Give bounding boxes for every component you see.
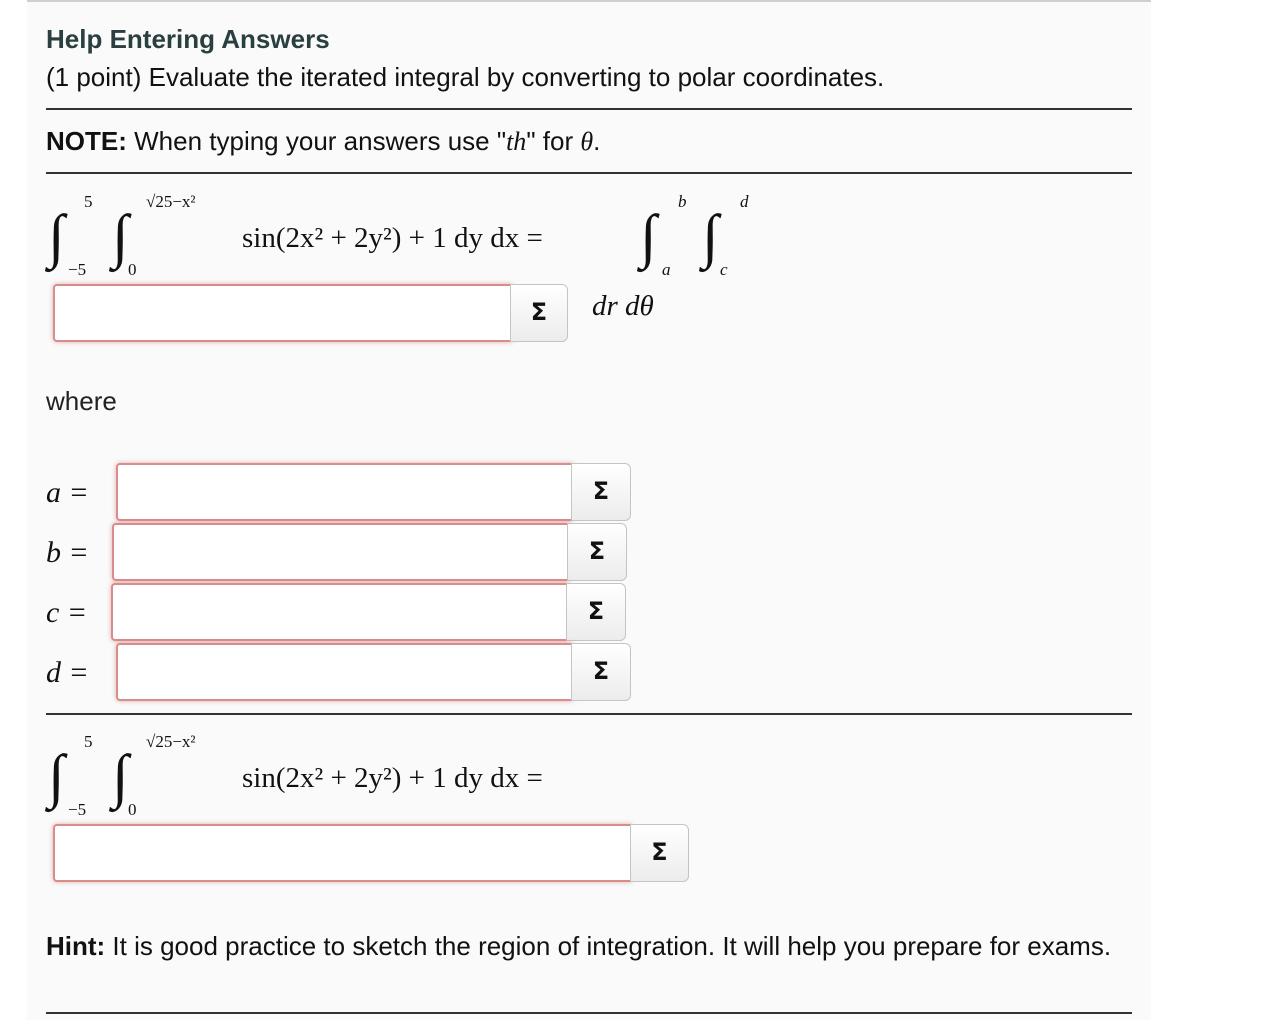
polar-outer-upper-b: b [678,192,687,211]
note-end: . [593,126,601,156]
inner-upper-limit: √25−x² [146,732,196,751]
integrand: sin(2x² + 2y²) + 1 dy dx = [242,762,543,794]
equation-editor-sigma-icon[interactable]: Σ [510,284,568,342]
integrand: sin(2x² + 2y²) + 1 dy dx = [242,222,543,254]
divider [46,172,1132,174]
outer-lower-limit: −5 [68,800,87,819]
b-input[interactable] [112,523,569,581]
label-d: d = [46,656,89,689]
outer-upper-limit: 5 [84,192,93,211]
hint [46,926,1126,966]
polar-inner-lower-c: c [720,260,728,279]
polar-differential: dr dθ [592,290,654,322]
polar-inner-integral-sign: ∫ [702,203,719,269]
outer-upper-limit: 5 [84,732,93,751]
note-text: When typing your answers use " [126,126,507,156]
polar-integrand-input[interactable] [53,284,512,342]
help-entering-answers-link[interactable]: Help Entering Answers [46,24,330,54]
label-b: b = [46,536,89,569]
outer-lower-limit: −5 [68,260,87,279]
hint-label: Hint: [46,931,106,961]
inner-integral-sign: ∫ [112,203,129,269]
polar-outer-integral-sign: ∫ [640,203,657,269]
polar-outer-lower-a: a [662,260,671,279]
label-c: c = [46,596,88,629]
note-label: NOTE: [46,126,127,156]
equation-editor-sigma-icon[interactable]: Σ [571,643,631,701]
inner-lower-limit: 0 [128,260,137,279]
hint-text: It is good practice to sketch the region of integration. It will help you prepare for exams. [105,931,1112,961]
d-input[interactable] [116,643,573,701]
note-text-after: " for [526,126,581,156]
c-input[interactable] [111,583,568,641]
a-input[interactable] [116,463,573,521]
final-answer-input[interactable] [53,824,632,882]
polar-inner-upper-d: d [740,192,749,211]
divider [46,108,1132,110]
outer-integral-sign: ∫ [48,743,65,809]
problem-statement: (1 point) Evaluate the iterated integral by converting to polar coordinates. [46,62,885,92]
note-line [46,126,600,157]
divider [46,1012,1132,1014]
outer-integral-sign: ∫ [48,203,65,269]
equation-editor-sigma-icon[interactable]: Σ [566,583,626,641]
divider [46,713,1132,715]
equation-editor-sigma-icon[interactable]: Σ [567,523,627,581]
where-label: where [46,386,117,416]
inner-upper-limit: √25−x² [146,192,196,211]
inner-integral-sign: ∫ [112,743,129,809]
label-a: a = [46,476,89,509]
inner-lower-limit: 0 [128,800,137,819]
equation-editor-sigma-icon[interactable]: Σ [571,463,631,521]
theta-symbol: θ [580,127,594,156]
equation-editor-sigma-icon[interactable]: Σ [630,824,689,882]
note-code: th [506,127,527,156]
